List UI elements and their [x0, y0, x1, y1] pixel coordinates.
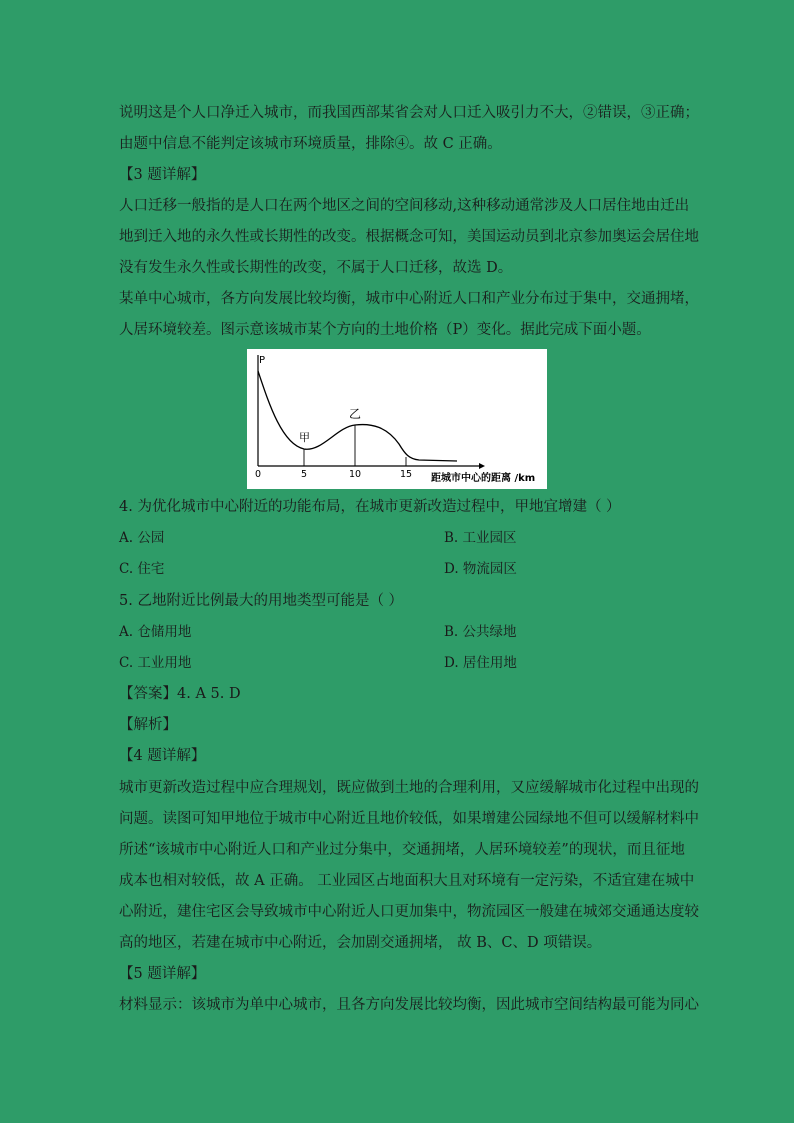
- section-heading-q3: 【3 题详解】: [119, 167, 206, 183]
- question-4-stem: 4. 为优化城市中心附近的功能布局，在城市更新改造过程中，甲地宜增建（ ）: [119, 499, 621, 515]
- text-line: 没有发生永久性或长期性的改变，不属于人口迁移，故选 D。: [119, 260, 513, 276]
- x-axis-arrow: [479, 463, 485, 469]
- land-price-figure: [247, 349, 547, 489]
- x-tick-label: 5: [301, 469, 308, 480]
- point-label-yi: 乙: [349, 407, 362, 421]
- text-line: 地到迁入地的永久性或长期性的改变。根据概念可知，美国运动员到北京参加奥运会居住地: [119, 229, 699, 245]
- question-5-stem: 5. 乙地附近比例最大的用地类型可能是（ ）: [119, 593, 404, 609]
- text-line: 城市更新改造过程中应合理规划，既应做到土地的合理利用，又应缓解城市化过程中出现的: [119, 780, 699, 796]
- text-line: 所述“该城市中心附近人口和产业过分集中，交通拥堵，人居环境较差”的现状，而且征地: [119, 842, 685, 858]
- q5-option-a: A. 仓储用地: [119, 624, 192, 640]
- text-line: 人居环境较差。图示意该城市某个方向的土地价格（P）变化。据此完成下面小题。: [119, 322, 651, 338]
- q5-option-d: D. 居住用地: [444, 655, 517, 671]
- text-line: 说明这是个人口净迁入城市，而我国西部某省会对人口迁入吸引力不大，②错误，③正确；: [119, 105, 699, 121]
- analysis-heading: 【解析】: [119, 717, 177, 733]
- y-axis-label: P: [259, 355, 266, 366]
- text-line: 问题。读图可知甲地位于城市中心附近且地价较低，如果增建公园绿地不但可以缓解材料中: [119, 811, 699, 827]
- x-tick-label: 15: [400, 469, 413, 480]
- q4-option-c: C. 住宅: [119, 561, 165, 577]
- section-heading-q4: 【4 题详解】: [119, 748, 206, 764]
- text-line: 心附近，建住宅区会导致城市中心附近人口更加集中，物流园区一般建在城郊交通通达度较: [119, 904, 699, 920]
- text-line: 由题中信息不能判定该城市环境质量，排除④。故 C 正确。: [119, 136, 502, 152]
- answer-line: 【答案】4. A 5. D: [119, 686, 241, 702]
- q5-option-c: C. 工业用地: [119, 655, 192, 671]
- q5-option-b: B. 公共绿地: [444, 624, 517, 640]
- x-tick-label: 0: [255, 469, 262, 480]
- text-line: 人口迁移一般指的是人口在两个地区之间的空间移动,这种移动通常涉及人口居住地由迁出: [119, 198, 690, 214]
- text-line: 高的地区，若建在城市中心附近，会加剧交通拥堵， 故 B、C、D 项错误。: [119, 935, 602, 951]
- section-heading-q5: 【5 题详解】: [119, 966, 206, 982]
- q4-option-b: B. 工业园区: [444, 530, 517, 546]
- x-axis-label: 距城市中心的距离 /km: [431, 473, 536, 484]
- text-line: 成本也相对较低，故 A 正确。 工业园区占地面积大且对环境有一定污染，不适宜建在城中: [119, 873, 695, 889]
- land-price-diagram: [247, 349, 547, 489]
- x-tick-label: 10: [349, 469, 362, 480]
- text-line: 材料显示：该城市为单中心城市，且各方向发展比较均衡，因此城市空间结构最可能为同心: [119, 997, 699, 1013]
- q4-option-a: A. 公园: [119, 530, 165, 546]
- q4-option-d: D. 物流园区: [444, 561, 517, 577]
- text-line: 某单中心城市，各方向发展比较均衡，城市中心附近人口和产业分布过于集中，交通拥堵，: [119, 291, 699, 307]
- point-label-jia: 甲: [299, 431, 310, 444]
